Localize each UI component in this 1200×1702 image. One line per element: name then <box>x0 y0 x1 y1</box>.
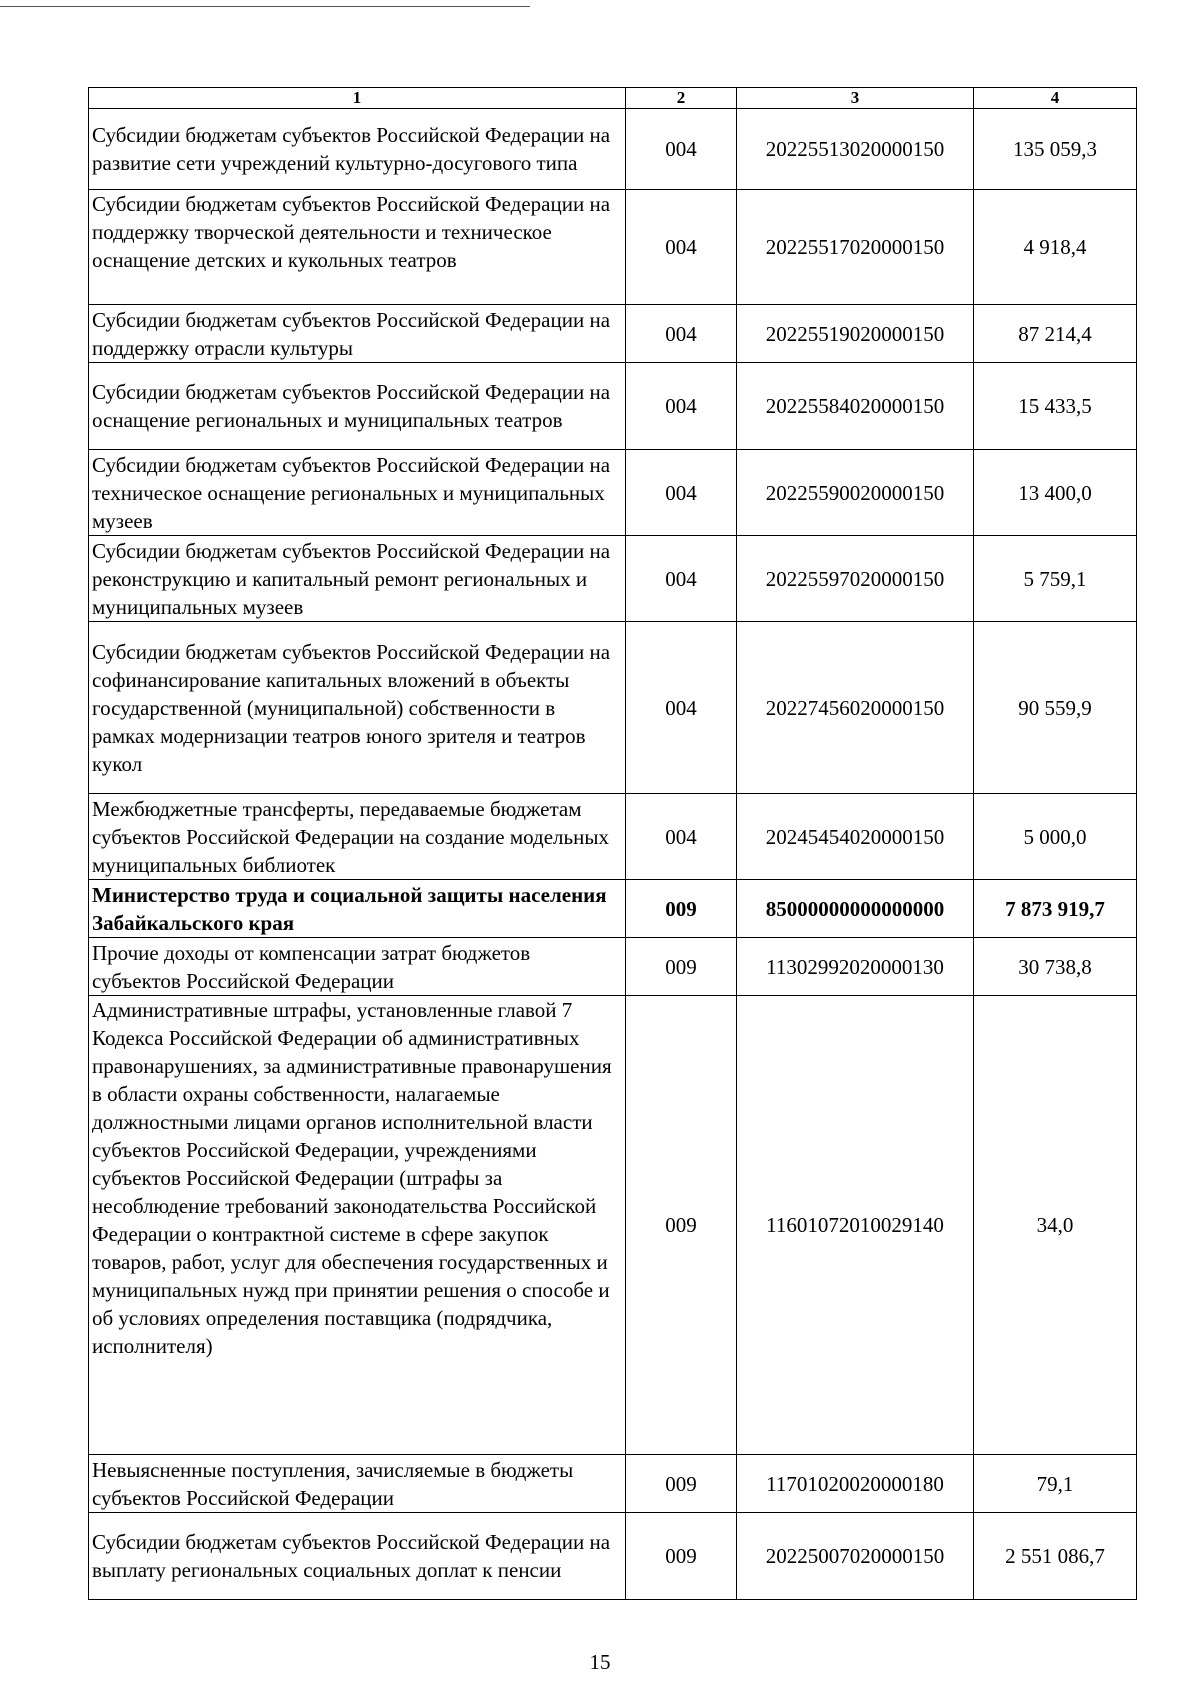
row-name: Субсидии бюджетам субъектов Российской Федерации на оснащение региональных и муниципальных театров <box>89 363 626 450</box>
table-row <box>89 622 1137 794</box>
row-admin-code: 009 <box>626 996 737 1455</box>
row-revenue-code: 20225513020000150 <box>737 109 974 190</box>
row-admin-code: 009 <box>626 938 737 996</box>
row-admin-code: 004 <box>626 305 737 363</box>
row-amount: 87 214,4 <box>974 305 1137 363</box>
row-name: Министерство труда и социальной защиты населения Забайкальского края <box>89 880 626 938</box>
row-revenue-code: 20225519020000150 <box>737 305 974 363</box>
top-rule <box>0 6 530 7</box>
row-admin-code: 004 <box>626 794 737 880</box>
row-revenue-code: 11302992020000130 <box>737 938 974 996</box>
row-revenue-code: 20225597020000150 <box>737 536 974 622</box>
table-row <box>89 938 1137 996</box>
row-admin-code: 004 <box>626 109 737 190</box>
row-amount: 7 873 919,7 <box>974 880 1137 938</box>
row-amount: 5 000,0 <box>974 794 1137 880</box>
table-row <box>89 794 1137 880</box>
table-row <box>89 109 1137 190</box>
row-name: Субсидии бюджетам субъектов Российской Федерации на поддержку отрасли культуры <box>89 305 626 363</box>
table-row <box>89 363 1137 450</box>
table-row <box>89 880 1137 938</box>
row-name: Субсидии бюджетам субъектов Российской Федерации на поддержку творческой деятельности и техническое оснащение детских и кукольных театров <box>89 190 626 305</box>
page-number: 15 <box>589 1650 611 1674</box>
row-admin-code: 004 <box>626 363 737 450</box>
row-admin-code: 009 <box>626 1455 737 1513</box>
row-revenue-code: 11601072010029140 <box>737 996 974 1455</box>
budget-table <box>88 87 1137 1600</box>
table-row <box>89 1455 1137 1513</box>
row-name: Межбюджетные трансферты, передаваемые бюджетам субъектов Российской Федерации на создание модельных муниципальных библиотек <box>89 794 626 880</box>
row-admin-code: 004 <box>626 536 737 622</box>
header-col-1: 1 <box>89 88 626 109</box>
row-revenue-code: 20225590020000150 <box>737 450 974 536</box>
header-col-2: 2 <box>626 88 737 109</box>
row-revenue-code: 20225584020000150 <box>737 363 974 450</box>
row-amount: 15 433,5 <box>974 363 1137 450</box>
table-header-row <box>89 88 1137 109</box>
row-amount: 5 759,1 <box>974 536 1137 622</box>
row-revenue-code: 11701020020000180 <box>737 1455 974 1513</box>
row-name: Субсидии бюджетам субъектов Российской Федерации на выплату региональных социальных доплат к пенсии <box>89 1513 626 1600</box>
header-col-4: 4 <box>974 88 1137 109</box>
row-name: Прочие доходы от компенсации затрат бюджетов субъектов Российской Федерации <box>89 938 626 996</box>
row-revenue-code: 85000000000000000 <box>737 880 974 938</box>
table-row <box>89 190 1137 305</box>
row-amount: 34,0 <box>974 996 1137 1455</box>
row-name: Административные штрафы, установленные главой 7 Кодекса Российской Федерации об административных правонарушениях, за административные правонарушения в области охраны собственности, налагаемые должностными лицами органов исполнительной власти субъектов Российской Федерации, учреждениями субъектов Российской Федерации (штрафы за несоблюдение требований законодательства Российской Федерации о контрактной системе в сфере закупок товаров, работ, услуг для обеспечения государственных и муниципальных нужд при принятии решения о способе и об условиях определения поставщика (подрядчика, исполнителя) <box>89 996 626 1455</box>
row-name: Субсидии бюджетам субъектов Российской Федерации на софинансирование капитальных вложений в объекты государственной (муниципальной) собственности в рамках модернизации театров юного зрителя и театров кукол <box>89 622 626 794</box>
table-row <box>89 305 1137 363</box>
row-amount: 90 559,9 <box>974 622 1137 794</box>
row-amount: 4 918,4 <box>974 190 1137 305</box>
table-row <box>89 1513 1137 1600</box>
row-admin-code: 004 <box>626 190 737 305</box>
row-amount: 135 059,3 <box>974 109 1137 190</box>
table-row <box>89 536 1137 622</box>
row-admin-code: 004 <box>626 450 737 536</box>
table-row <box>89 450 1137 536</box>
row-admin-code: 004 <box>626 622 737 794</box>
row-name: Субсидии бюджетам субъектов Российской Федерации на развитие сети учреждений культурно-досугового типа <box>89 109 626 190</box>
row-amount: 13 400,0 <box>974 450 1137 536</box>
row-amount: 2 551 086,7 <box>974 1513 1137 1600</box>
row-revenue-code: 20245454020000150 <box>737 794 974 880</box>
row-admin-code: 009 <box>626 880 737 938</box>
row-amount: 79,1 <box>974 1455 1137 1513</box>
row-name: Невыясненные поступления, зачисляемые в бюджеты субъектов Российской Федерации <box>89 1455 626 1513</box>
row-amount: 30 738,8 <box>974 938 1137 996</box>
row-name: Субсидии бюджетам субъектов Российской Федерации на реконструкцию и капитальный ремонт региональных и муниципальных музеев <box>89 536 626 622</box>
table-row <box>89 996 1137 1455</box>
row-name: Субсидии бюджетам субъектов Российской Федерации на техническое оснащение региональных и муниципальных музеев <box>89 450 626 536</box>
row-revenue-code: 20225517020000150 <box>737 190 974 305</box>
row-admin-code: 009 <box>626 1513 737 1600</box>
row-revenue-code: 20225007020000150 <box>737 1513 974 1600</box>
row-revenue-code: 20227456020000150 <box>737 622 974 794</box>
header-col-3: 3 <box>737 88 974 109</box>
